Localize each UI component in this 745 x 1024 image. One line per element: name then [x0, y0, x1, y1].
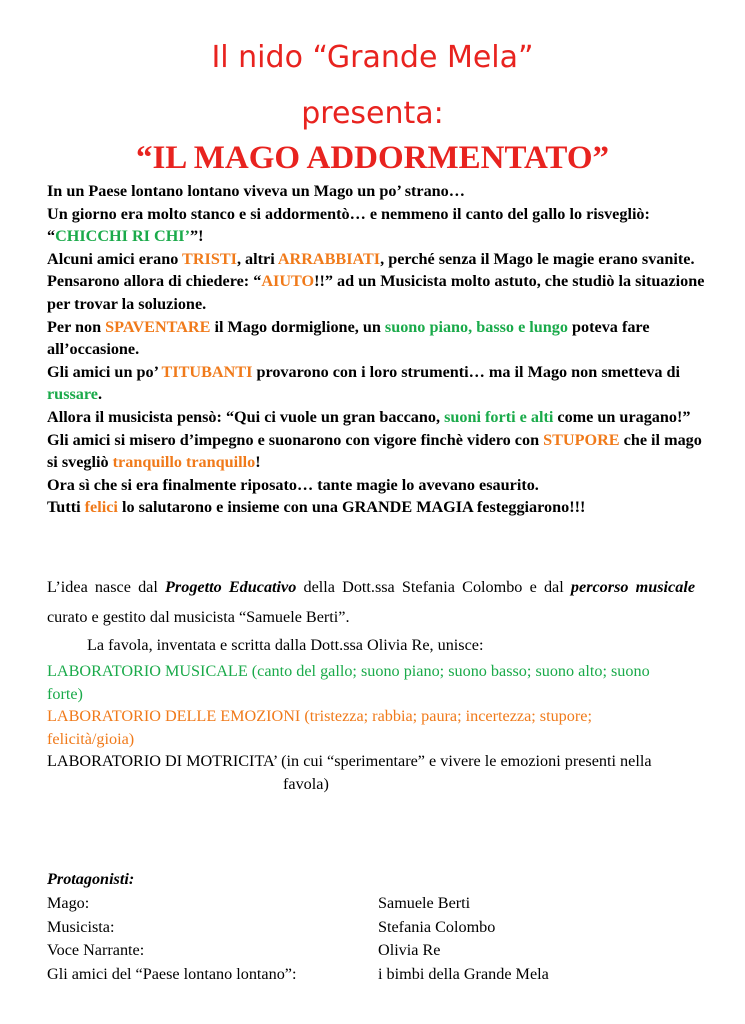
story-text-segment: , altri [236, 249, 278, 268]
highlighted-word: suoni forti e alti [444, 407, 554, 426]
labs-list [47, 660, 677, 795]
story-text-segment: Gli amici un po’ [47, 362, 162, 381]
play-title: “IL MAGO ADDORMENTATO” [135, 140, 610, 176]
cast-name: Olivia Re [378, 941, 441, 959]
lab-musicale: LABORATORIO MUSICALE (canto del gallo; suono piano; suono basso; suono alto; suono forte) [47, 662, 650, 703]
story-text-segment: In un Paese lontano lontano viveva un Mago un po’ strano… [47, 182, 465, 200]
highlighted-word: TITUBANTI [161, 362, 253, 381]
story-text-segment: Gli amici si misero d’impegno e suonarono con vigore finchè videro con [47, 430, 544, 449]
story-text-segment: poteva fare all’occasione. [47, 317, 650, 359]
cast-heading: Protagonisti: [47, 870, 135, 888]
story-paragraph [47, 406, 707, 429]
story-text-segment: il Mago dormiglione, un [210, 317, 385, 336]
lab-motricita: LABORATORIO DI MOTRICITA’ (in cui “sperimentare” e vivere le emozioni presenti nella [47, 752, 652, 770]
highlighted-word: felici [84, 498, 118, 517]
story-text-segment: Ora sì che si era finalmente riposato… tante magie lo avevano esaurito. [47, 475, 539, 494]
cast-list [47, 892, 707, 986]
story-text-segment: Alcuni amici erano [47, 249, 183, 268]
cast-row [47, 963, 707, 987]
story-text-segment: , perché senza il Mago le magie erano svanite. [380, 249, 695, 268]
cast-name: i bimbi della Grande Mela [378, 964, 549, 983]
story-text-segment: lo salutarono e insieme con una GRANDE MAGIA festeggiarono!!! [117, 498, 586, 517]
cast-role: Voce Narrante: [47, 941, 145, 959]
highlighted-word: AIUTO [261, 272, 315, 291]
story-text-segment: Allora il musicista pensò: “Qui ci vuole un gran baccano, [47, 407, 445, 426]
story-paragraph [47, 474, 707, 497]
cast-name: Samuele Berti [378, 894, 471, 912]
intro-project-name: Progetto Educativo [165, 578, 297, 596]
presents-label: presenta: [301, 96, 444, 131]
lab-motricita-end: favola) [283, 774, 329, 793]
highlighted-word: CHICCHI RI CHI’ [55, 227, 191, 246]
cast-role: Musicista: [47, 917, 115, 936]
cast-role: Gli amici del “Paese lontano lontano”: [47, 964, 297, 983]
intro-path-name: percorso musicale [570, 578, 696, 596]
story-text-segment: Tutti [47, 498, 85, 517]
story-text-segment: ! [255, 453, 261, 472]
story-paragraph [47, 248, 707, 271]
intro-text-1: L’idea nasce dal [47, 578, 166, 596]
intro-text-3: curato e gestito dal musicista “Samuele Berti”. [47, 608, 350, 626]
cast-role: Mago: [47, 894, 90, 912]
cast-row [47, 939, 707, 963]
intro-text-2: della Dott.ssa Stefania Colombo e dal [296, 578, 571, 596]
highlighted-word: tranquillo tranquillo [112, 453, 256, 472]
story-text-segment: provarono con i loro strumenti… ma il Mago non smetteva di [252, 362, 680, 381]
story-text-segment: che il mago si svegliò [47, 430, 702, 472]
story-paragraph [47, 270, 707, 315]
highlighted-word: SPAVENTARE [105, 317, 211, 336]
fable-intro-line: La favola, inventata e scritta dalla Dott.ssa Olivia Re, unisce: [87, 636, 484, 654]
intro-paragraph [47, 572, 695, 632]
story-text [47, 180, 707, 519]
cast-row [47, 892, 707, 916]
highlighted-word: TRISTI [182, 249, 237, 268]
lab-emozioni: LABORATORIO DELLE EMOZIONI (tristezza; rabbia; paura; incertezza; stupore; felicità/gioia) [47, 707, 592, 748]
story-text-segment: Pensarono allora di chiedere: “ [47, 272, 262, 291]
story-text-segment: ”! [190, 227, 204, 246]
story-text-segment: !!” ad un Musicista molto astuto, che studiò la situazione per trovar la soluzione. [47, 272, 705, 313]
story-text-segment: Un giorno era molto stanco e si addormentò… e nemmeno il canto del gallo lo risvegliò: “ [47, 204, 650, 246]
story-paragraph [47, 429, 707, 474]
highlighted-word: ARRABBIATI [277, 249, 381, 268]
story-paragraph [47, 203, 707, 248]
story-text-segment: . [97, 385, 103, 404]
highlighted-word: suono piano, basso e lungo [384, 317, 568, 336]
story-paragraph [47, 180, 707, 203]
story-paragraph [47, 361, 707, 406]
highlighted-word: STUPORE [543, 430, 620, 449]
nursery-title: Il nido “Grande Mela” [211, 40, 534, 75]
story-paragraph [47, 496, 707, 519]
story-paragraph [47, 316, 707, 361]
story-text-segment: Per non [47, 317, 106, 336]
story-text-segment: come un uragano!” [553, 407, 691, 426]
cast-name: Stefania Colombo [378, 917, 496, 936]
cast-row [47, 916, 707, 940]
highlighted-word: russare [47, 385, 98, 404]
